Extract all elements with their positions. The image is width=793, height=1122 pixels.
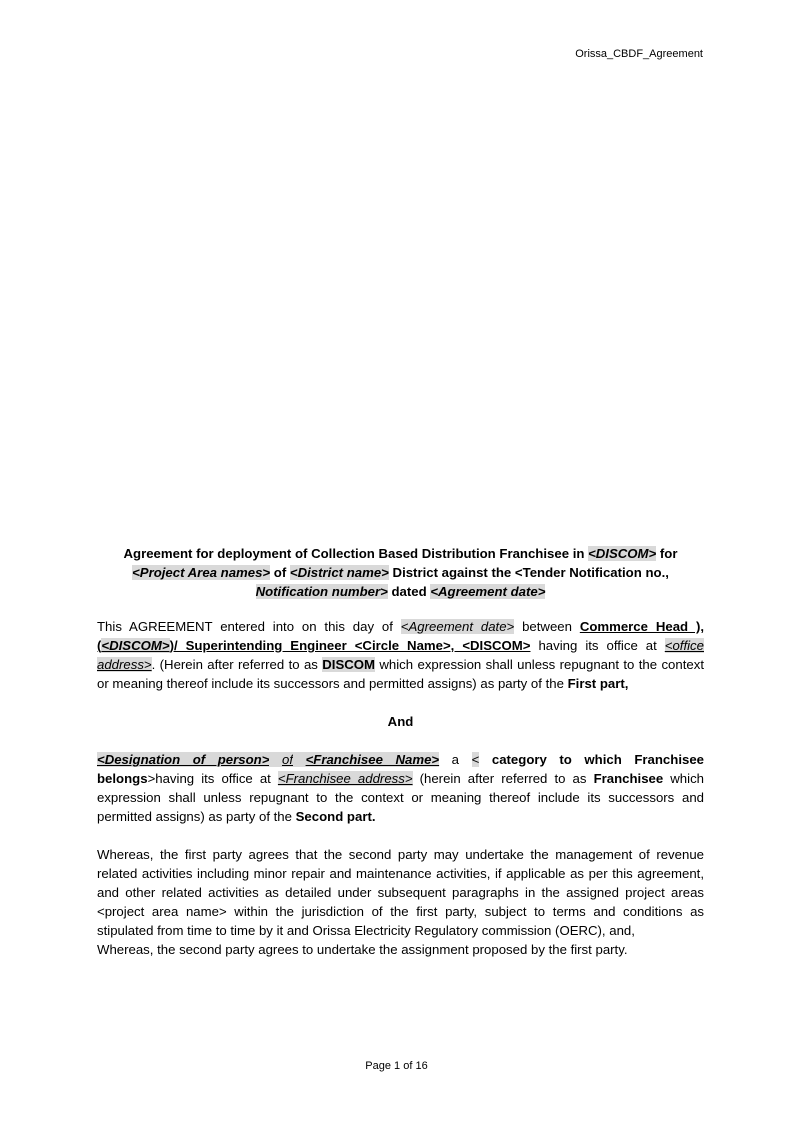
para-text: >having its office at [147,771,278,786]
franchisee-bold-term: Franchisee [593,771,664,786]
discom-placeholder: <DISCOM> [101,638,170,653]
title-text: dated [387,584,431,599]
first-party-designation [97,638,530,653]
franchisee-name-placeholder: <Franchisee Name> [305,752,440,767]
title-date-placeholder: <Agreement date> [430,584,546,599]
discom-bold-term: DISCOM [322,657,376,672]
para-text: having its office at [530,638,665,653]
first-part-label: First part, [567,676,629,691]
title-notification-placeholder: Notification number> [255,584,388,599]
title-text: District against the <Tender Notification no., [388,565,669,580]
office-address-placeholder: <office address> [97,638,704,672]
title-text: of [270,565,290,580]
para-text: (herein after referred to as [412,771,594,786]
agreement-date-placeholder: <Agreement date> [400,619,515,634]
para-text: . (Herein after referred to as [151,657,323,672]
superintending-engineer-text: )/ Superintending Engineer <Circle Name>, <DISCOM> [169,638,531,653]
whereas-first-paragraph: Whereas, the first party agrees that the second party may undertake the management of revenue related activities including minor repair and maintenance activities, if applicable as per this agreement, and other related activities as detailed under subsequent paragraphs in the assigned project areas <project area name> within the jurisdiction of the first party, subject to terms and conditions as stipulated from time to time by it and Orissa Electricity Regulatory commission (OERC), and, [97,847,704,938]
para-text: of [282,752,293,767]
second-part-label: Second part. [295,809,376,824]
title-discom-placeholder: <DISCOM> [588,546,657,561]
para-text: a [439,752,472,767]
page-number: Page 1 of 16 [365,1060,428,1072]
para-text: which expression shall unless repugnant to the context or meaning thereof include its successors and permitted assigns) as party of the [97,771,704,824]
para-text: between [514,619,580,634]
franchisee-category-text: category to which Franchisee belongs [97,752,704,786]
title-project-area-placeholder: <Project Area names> [132,565,271,580]
franchisee-address-placeholder: <Franchisee address> [277,771,413,786]
para-text: < [471,752,480,767]
whereas-second-paragraph: Whereas, the second party agrees to undertake the assignment proposed by the first party. [97,942,628,957]
parties-first-paragraph [97,617,704,693]
title-text: Agreement for deployment of Collection Based Distribution Franchisee in [123,546,589,561]
header-doc-name: Orissa_CBDF_Agreement [575,48,703,60]
parties-second-paragraph [97,750,704,826]
para-text: which expression shall unless repugnant to the context or meaning thereof include its successors and permitted assigns) as party of the [97,657,704,691]
para-text: ( [97,638,102,653]
document-body [97,544,704,959]
commerce-head-text: Commerce Head ), [579,619,704,634]
para-text: This AGREEMENT entered into on this day of [97,619,401,634]
agreement-title [97,544,704,601]
title-text: for [656,546,678,561]
designation-placeholder: <Designation of person> [97,752,270,767]
and-separator: And [387,714,414,729]
title-district-placeholder: <District name> [289,565,389,580]
